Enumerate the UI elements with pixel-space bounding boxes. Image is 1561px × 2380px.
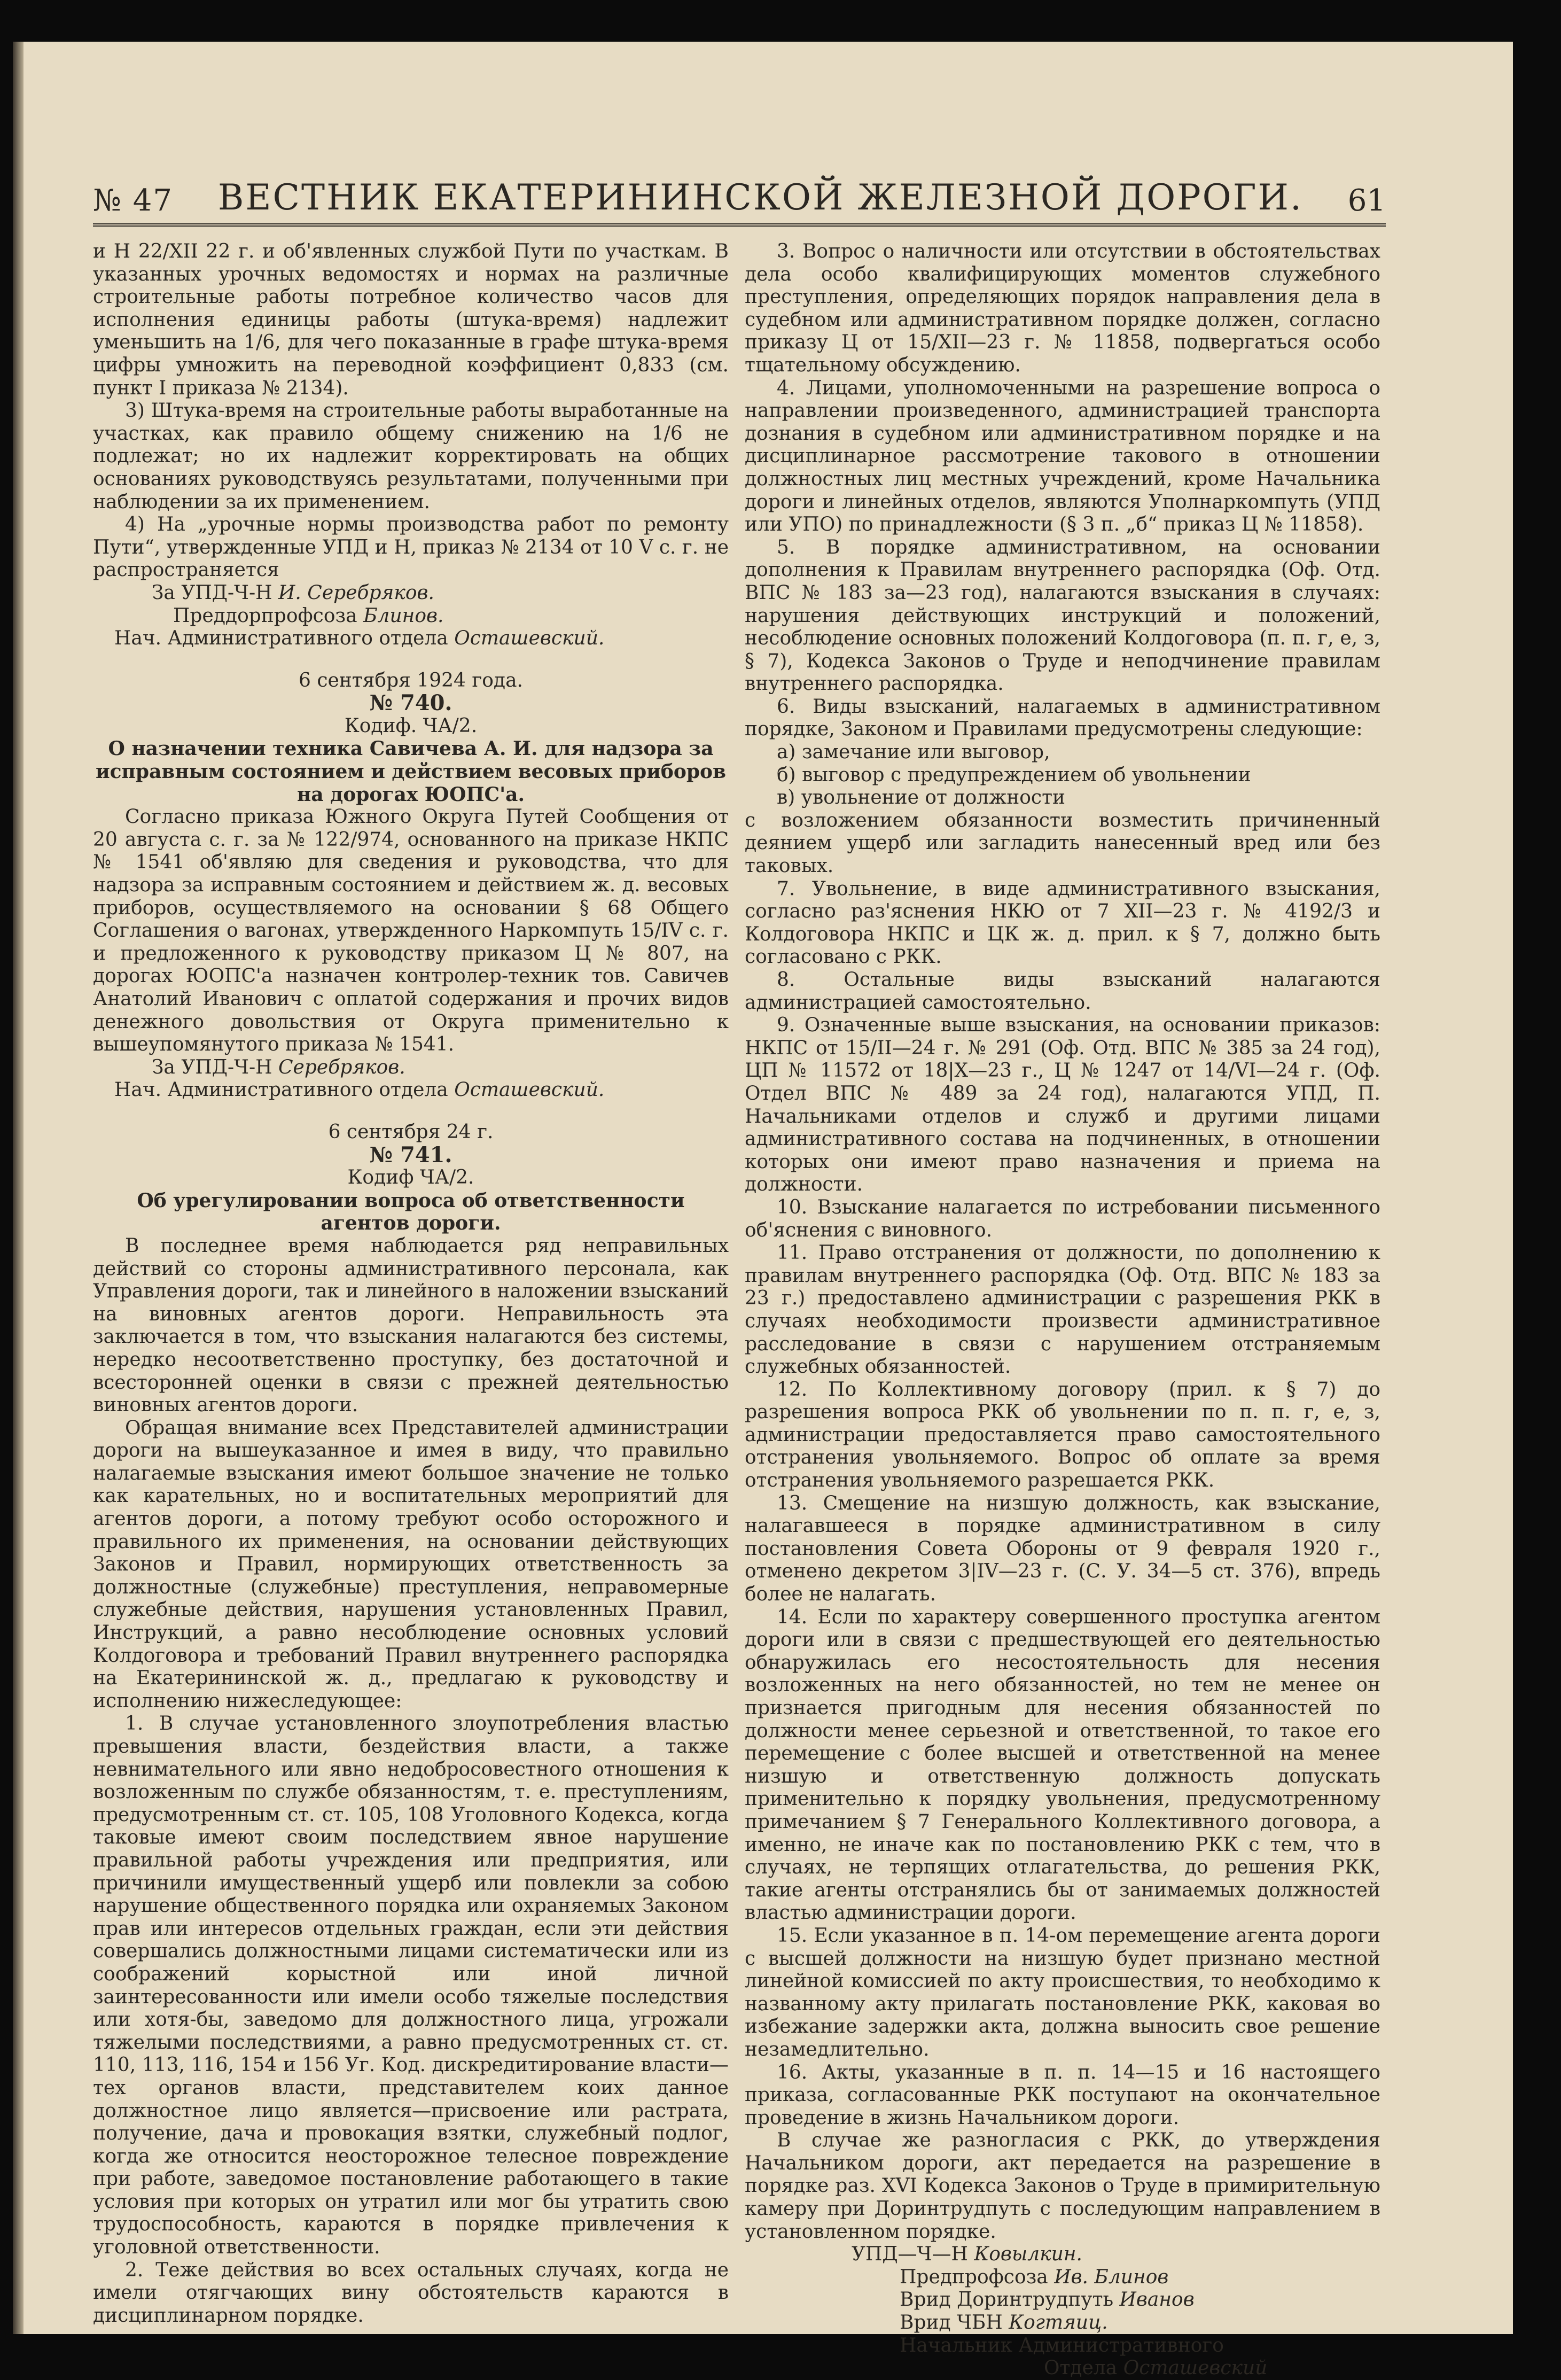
paragraph: 8. Остальные виды взысканий налагаются администрацией самостоятельно. [745, 969, 1380, 1014]
signature-block [93, 582, 729, 650]
signature-role: Нач. Административного отдела [114, 627, 455, 650]
list-item: в) увольнение от должности [777, 787, 1065, 809]
left-column [93, 240, 729, 2327]
order-code: Кодиф. ЧА/2. [344, 714, 478, 737]
paragraph: Согласно приказа Южного Округа Путей Сообщения от 20 августа с. г. за № 122/974, основанного на приказе НКПС № 1541 об'являю для сведения и руководства, что для надзора за исправным состоянием и действием ж. д. весовых приборов, осуществляемого на основании § 68 Общего Соглашения о вагонах, утвержденного Наркомпуть 15/IV с. г. и предложенного к руководству приказом Ц № 807, на дорогах ЮОПС'а назначен контролер-техник тов. Савичев Анатолий Иванович с оплатой содержания и прочих видов денежного довольствия от Округа применительно к вышеупомянутого приказа № 1541. [93, 806, 729, 1056]
order-code: Кодиф ЧА/2. [347, 1166, 474, 1189]
signature-block [745, 2243, 1380, 2380]
signature-name: Серебряков. [278, 1056, 405, 1078]
signature-name: Осташевский [1123, 2357, 1268, 2379]
paragraph: 10. Взыскание налагается по истребовании письменного об'яснения с виновного. [745, 1196, 1380, 1241]
paragraph: 11. Право отстранения от должности, по дополнению к правилам внутреннего распорядка (Оф. Отд. ВПС № 183 за 23 г.) предоставлено администрации с разрешения РКК в случаях необходимости произвести административное расследование в связи с нарушением отстраняемым служебных обязанностей. [745, 1242, 1380, 1378]
paragraph: 7. Увольнение, в виде административного взыскания, согласно раз'яснения НКЮ от 7 XII—23 г. № 4192/3 и Колдоговора НКПС и ЦК ж. д. прил. к § 7, должно быть согласовано с РКК. [745, 877, 1380, 968]
paragraph: 9. Означенные выше взыскания, на основании приказов: НКПС от 15/II—24 г. № 291 (Оф. Отд. ВПС № 385 за 24 год), ЦП № 11572 от 18|X—23 г., Ц № 1247 от 14/VI—24 г. (Оф. Отдел ВПС № 489 за 24 год), налагаются УПД, П. Начальниками отделов и служб и другими лицами административного состава на подчиненных, в отношении которых они имеют право назначения и приема на должности. [745, 1014, 1380, 1196]
signature-name: Осташевский. [454, 1079, 605, 1101]
page-header [93, 165, 1386, 227]
paragraph: В последнее время наблюдается ряд неправильных действий со стороны административного персонала, как Управления дороги, так и линейного в наложении взысканий на виновных агентов дороги. Неправильность эта заключается в том, что взыскания налагаются без системы, нередко несоответственно проступку, без достаточной и всесторонней оценки в связи с прежней деятельностью виновных агентов дороги. [93, 1234, 729, 1417]
signature-role: Преддорпрофсоза [173, 604, 364, 627]
list-item: б) выговор с предупреждением об увольнении [777, 764, 1251, 786]
signature-role: Нач. Административного отдела [114, 1079, 455, 1101]
paragraph: 2. Теже действия во всех остальных случаях, когда не имели отягчающих вину обстоятельств караются в дисциплинарном порядке. [93, 2259, 729, 2327]
signature-name: Ковылкин. [974, 2243, 1082, 2266]
order-number: № 740. [369, 690, 452, 716]
paragraph: 16. Акты, указанные в п. п. 14—15 и 16 настоящего приказа, согласованные РКК поступают на окончательное проведение в жизнь Начальником дороги. [745, 2061, 1380, 2129]
document-page [13, 42, 1513, 2379]
signature-role: Отдела [1044, 2357, 1123, 2379]
signature-name: Иванов [1119, 2289, 1195, 2311]
issue-number: № 47 [93, 183, 174, 218]
paragraph: 5. В порядке административном, на основании дополнения к Правилам внутреннего распорядка (Оф. Отд. ВПС № 183 за—23 год), налагаются взыскания в случаях: нарушения действующих инструкций и положений, несоблюдение основных положений Колдоговора (п. п. г, е, з, § 7), Кодекса Законов о Труде и неподчинение правилам внутреннего распорядка. [745, 536, 1380, 695]
paragraph: 3. Вопрос о наличности или отсутствии в обстоятельствах дела особо квалифицирующих моментов служебного преступления, определяющих порядок направления дела в судебном или административном порядке должен, согласно приказу Ц от 15/XII—23 г. № 11858, подвергаться особо тщательному обсуждению. [745, 240, 1380, 376]
signature-role: Врид Доринтрудпуть [900, 2289, 1120, 2311]
signature-name: Ив. Блинов [1054, 2266, 1169, 2288]
paragraph: с возложением обязанности возместить причиненный деянием ущерб или загладить нанесенный вред или без таковых. [745, 809, 1380, 877]
paragraph: 3) Штука-время на строительные работы выработанные на участках, как правило общему снижению на 1/6 не подлежат; но их надлежит корректировать на общих основаниях руководствуясь результатами, полученными при наблюдении за их применением. [93, 400, 729, 513]
paragraph: 12. По Коллективному договору (прил. к § 7) до разрешения вопроса РКК об увольнении по п. п. г, е, з, администрации предоставляется право самостоятельного отстранения увольняемого. Вопрос об оплате за время отстранения увольняемого разрешается РКК. [745, 1378, 1380, 1492]
signature-name: И. Серебряков. [278, 581, 434, 604]
paragraph: и Н 22/XII 22 г. и об'явленных службой Пути по участкам. В указанных урочных ведомостях и нормах на различные строительные работы потребное количество часов для исполнения единицы работы (штука-время) надлежит уменьшить на 1/6, для чего показанные в графе штука-время цифры умножить на переводной коэффициент 0,833 (см. пункт I приказа № 2134). [93, 240, 729, 399]
paragraph: 14. Если по характеру совершенного проступка агентом дороги или в связи с предшествующей его деятельностью обнаружилась его несостоятельность для несения возложенных на него обязанностей, но тем не менее он признается пригодным для несения обязанностей по должности менее серьезной и ответственной, то такое его перемещение с более высшей и ответственной на менее низшую и ответственную должность допускать применительно к порядку увольнения, предусмотренному примечанием § 7 Генерального Коллективного договора, а именно, не иначе как по постановлению РКК с тем, что в случаях, не терпящих отлагательства, до решения РКК, такие агенты отстранялись бы от занимаемых должностей властью администрации дороги. [745, 1606, 1380, 1924]
paragraph: 4. Лицами, уполномоченными на разрешение вопроса о направлении произведенного, администрацией транспорта дознания в судебном или административном порядке и на дисциплинарное рассмотрение такового в отношении должностных лиц местных учреждений, кроме Начальника дороги и линейных отделов, являются Уполнаркомпуть (УПД или УПО) по принадлежности (§ 3 п. „б“ приказ Ц № 11858). [745, 377, 1380, 536]
signature-role: Предпрофсоза [900, 2266, 1055, 2288]
signature-role: УПД—Ч—Н [852, 2243, 974, 2266]
paragraph: 15. Если указанное в п. 14-ом перемещение агента дороги с высшей должности на низшую будет признано местной линейной комиссией по акту происшествия, то необходимо к названному акту прилагать постановление РКК, каковая во избежание задержки акта, должна выносить свое решение незамедлительно. [745, 1924, 1380, 2060]
publication-title: ВЕСТНИК ЕКАТЕРИНИНСКОЙ ЖЕЛЕЗНОЙ ДОРОГИ. [217, 177, 1303, 218]
paragraph: Обращая внимание всех Представителей администрации дороги на вышеуказанное и имея в виду, что правильно налагаемые взыскания имеют большое значение не только как карательных, но и воспитательных мероприятий для агентов дороги, а потому требуют особо осторожного и правильного их применения, на основании действующих Законов и Правил, нормирующих ответственность за должностные (служебные) преступления, неправомерные служебные действия, нарушения установленных Правил, Инструкций, а равно несоблюдение основных условий Колдоговора и требований Правил внутреннего распорядка на Екатерининской ж. д., предлагаю к руководству и исполнению нижеследующее: [93, 1417, 729, 1712]
signature-name: Осташевский. [454, 627, 605, 650]
paragraph: 6. Виды взысканий, налагаемых в административном порядке, Законом и Правилами предусмотрены следующие: [745, 695, 1380, 741]
signature-block [93, 1056, 729, 1102]
order-title: Об урегулировании вопроса об ответственности агентов дороги. [137, 1189, 685, 1235]
order-title: О назначении техника Савичева А. И. для надзора за исправным состоянием и действием весовых приборов на дорогах ЮОПС'а. [95, 737, 727, 806]
page-number: 61 [1347, 183, 1386, 218]
signature-role: Начальник Административного [900, 2334, 1224, 2356]
signature-role: За УПД-Ч-Н [152, 581, 279, 604]
paragraph: В случае же разногласия с РКК, до утверждения Начальником дороги, акт передается на разрешение в порядке раз. XVI Кодекса Законов о Труде в примирительную камеру при Доринтрудпуть с последующим направлением в установленном порядке. [745, 2129, 1380, 2243]
signature-name: Блинов. [363, 604, 444, 627]
right-column [745, 240, 1380, 2380]
order-date: 6 сентября 24 г. [328, 1121, 494, 1143]
signature-role: За УПД-Ч-Н [152, 1056, 279, 1078]
list-item: а) замечание или выговор, [777, 741, 1050, 764]
paragraph: 4) На „урочные нормы производства работ по ремонту Пути“, утвержденные УПД и Н, приказ № 2134 от 10 V с. г. не распространяется [93, 514, 729, 581]
signature-role: Врид ЧБН [900, 2312, 1009, 2334]
paragraph: 1. В случае установленного злоупотребления властью превышения власти, бездействия власти, а также невнимательного или явно недобросовестного отношения к возложенным по службе обязанностям, т. е. преступлениям, предусмотренным ст. ст. 105, 108 Уголовного Кодекса, когда таковые имеют своим последствием явное нарушение правильной работы учреждения или предприятия, или причинили имущественный ущерб или повлекли за собою нарушение общественного порядка или охраняемых Законом прав или интересов отдельных граждан, если эти действия совершались должностными лицами систематически или из соображений корыстной или иной личной заинтересованности или имели особо тяжелые последствия или хотя-бы, заведомо для должностного лица, угрожали тяжелыми последствиями, а равно предусмотренных ст. ст. 110, 113, 116, 154 и 156 Уг. Код. дискредитирование власти—тех органов власти, представителем коих данное должностное лицо является—присвоение или растрата, получение, дача и провокация взятки, служебный подлог, когда же относится неосторожное телесное повреждение при работе, заведомое постановление работающего в такие условия при которых он утратил или мог бы утратить свою трудоспособность, караются в порядке привлечения к уголовной ответственности. [93, 1713, 729, 2259]
order-number: № 741. [369, 1142, 452, 1168]
signature-name: Когтяиц. [1009, 2312, 1108, 2334]
paragraph: 13. Смещение на низшую должность, как взыскание, налагавшееся в порядке административном в силу постановления Совета Обороны от 9 февраля 1920 г., отменено декретом 3|IV—23 г. (С. У. 34—5 ст. 376), впредь более не налагать. [745, 1492, 1380, 1606]
order-date: 6 сентября 1924 года. [299, 669, 523, 691]
